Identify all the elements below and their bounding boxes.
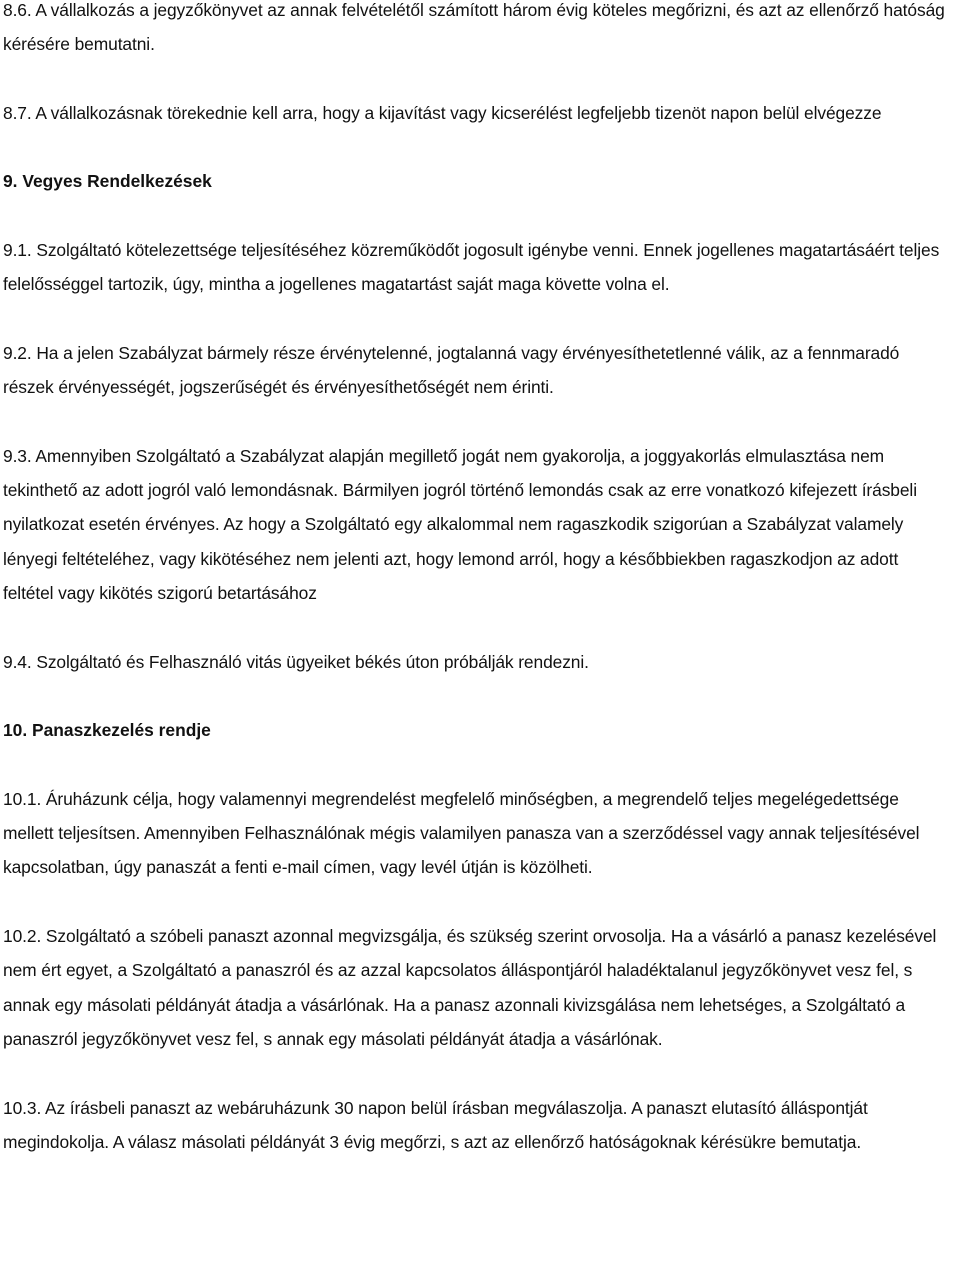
spacer bbox=[3, 130, 953, 164]
paragraph-10-3: 10.3. Az írásbeli panaszt az webáruházunk 30 napon belül írásban megválaszolja. A panaszt elutasító álláspontját megindokolja. A válasz másolati példányát 3 évig megőrzi, s azt az ellenőrző hatóságoknak kérésükre bemutatja. bbox=[3, 1097, 868, 1152]
document-page bbox=[3, 0, 953, 1159]
section-heading-10: 10. Panaszkezelés rendje bbox=[3, 720, 211, 741]
section-heading-9: 9. Vegyes Rendelkezések bbox=[3, 171, 212, 192]
spacer bbox=[3, 405, 953, 439]
spacer bbox=[3, 62, 953, 96]
paragraph-10-2: 10.2. Szolgáltató a szóbeli panaszt azonnal megvizsgálja, és szükség szerint orvosolja. Ha a vásárló a panasz kezelésével nem ért egyet, a Szolgáltató a panaszról és az azzal kapcsolatos álláspontjáról haladéktalanul jegyzőkönyvet vesz fel, s annak egy másolati példányát átadja a vásárlónak. Ha a panasz azonnali kivizsgálása nem lehetséges, a Szolgáltató a panaszról jegyzőkönyvet vesz fel, s annak egy másolati példányát átadja a vásárlónak. bbox=[3, 926, 937, 1049]
spacer bbox=[3, 885, 953, 919]
paragraph-9-3: 9.3. Amennyiben Szolgáltató a Szabályzat alapján megillető jogát nem gyakorolja, a joggyakorlás elmulasztása nem tekinthető az adott jogról való lemondásnak. Bármilyen jogról történő lemondás csak az erre vonatkozó kifejezett írásbeli nyilatkozat esetén érvényes. Az hogy a Szolgáltató egy alkalommal nem ragaszkodik szigorúan a Szabályzat valamely lényegi feltételéhez, vagy kikötéséhez nem jelenti azt, hogy lemond arról, hogy a későbbiekben ragaszkodjon az adott feltétel vagy kikötés szigorú betartásához bbox=[3, 445, 917, 604]
paragraph-10-1: 10.1. Áruházunk célja, hogy valamennyi megrendelést megfelelő minőségben, a megrendelő teljes megelégedettsége mellett teljesítsen. Amennyiben Felhasználónak mégis valamilyen panasza van a szerződéssel vagy annak teljesítésével kapcsolatban, úgy panaszát a fenti e-mail címen, vagy levél útján is közölheti. bbox=[3, 788, 920, 878]
spacer bbox=[3, 302, 953, 336]
spacer bbox=[3, 199, 953, 233]
paragraph-9-4: 9.4. Szolgáltató és Felhasználó vitás ügyeiket békés úton próbálják rendezni. bbox=[3, 651, 589, 672]
spacer bbox=[3, 610, 953, 644]
paragraph-8-6: 8.6. A vállalkozás a jegyzőkönyvet az annak felvételétől számított három évig köteles megőrizni, és azt az ellenőrző hatóság kérésére bemutatni. bbox=[3, 0, 945, 55]
spacer bbox=[3, 679, 953, 713]
spacer bbox=[3, 748, 953, 782]
spacer bbox=[3, 1056, 953, 1090]
paragraph-9-1: 9.1. Szolgáltató kötelezettsége teljesítéséhez közreműködőt jogosult igénybe venni. Ennek jogellenes magatartásáért teljes felelősséggel tartozik, úgy, mintha a jogellenes magatartást saját maga követte volna el. bbox=[3, 240, 940, 295]
paragraph-9-2: 9.2. Ha a jelen Szabályzat bármely része érvénytelenné, jogtalanná vagy érvényesíthetetlenné válik, az a fennmaradó részek érvényességét, jogszerűségét és érvényesíthetőségét nem érinti. bbox=[3, 342, 900, 398]
paragraph-8-7: 8.7. A vállalkozásnak törekednie kell arra, hogy a kijavítást vagy kicserélést legfeljebb tizenöt napon belül elvégezze bbox=[3, 102, 882, 123]
